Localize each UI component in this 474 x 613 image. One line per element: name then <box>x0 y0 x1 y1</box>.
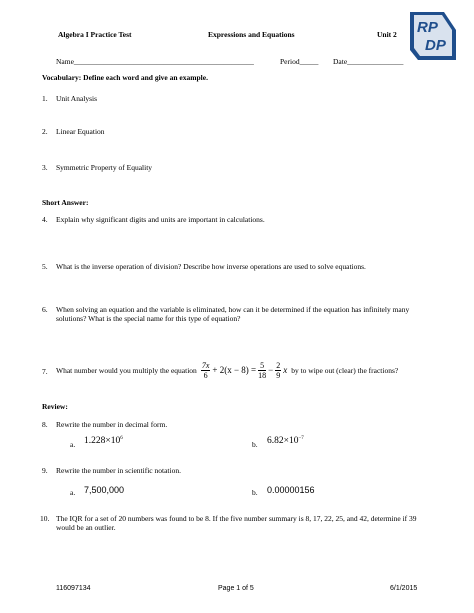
date-field[interactable]: Date_______________ <box>333 57 404 66</box>
fraction-numerator: 7x <box>201 360 210 370</box>
question-number: 7. <box>42 367 48 376</box>
scientific-base: 6.82×10 <box>267 436 299 446</box>
course-title: Algebra I Practice Test <box>58 30 132 39</box>
short-answer-heading: Short Answer: <box>42 198 89 207</box>
option-label: b. <box>252 440 258 449</box>
question-number: 4. <box>42 215 48 224</box>
answer-a-value <box>84 436 123 446</box>
topic-title: Expressions and Equations <box>208 30 295 39</box>
school-logo <box>404 10 460 62</box>
question-number: 2. <box>42 127 48 136</box>
scientific-base: 1.228×10 <box>84 436 121 446</box>
footer-page-number: Page 1 of 5 <box>218 585 254 592</box>
question-number: 3. <box>42 163 48 172</box>
vocab-item: Linear Equation <box>56 127 105 136</box>
question-number: 5. <box>42 262 48 271</box>
fraction <box>275 361 281 380</box>
answer-b-value: 0.00000156 <box>267 485 315 495</box>
question-number: 9. <box>42 466 48 475</box>
question-text: The IQR for a set of 20 numbers was found to be 8. If the five number summary is 8, 17, 22, 25, and 42, determine if 39 <box>56 514 417 523</box>
name-field[interactable]: Name________________________________________________ <box>56 57 254 66</box>
answer-b-value <box>267 436 304 446</box>
option-label: b. <box>252 488 258 497</box>
fraction-numerator: 2 <box>276 360 281 370</box>
answer-a-value: 7,500,000 <box>84 485 125 495</box>
minus-sign: − <box>268 365 274 375</box>
fraction-denominator: 9 <box>276 370 281 380</box>
question-text: What number would you multiply the equation <box>56 365 197 375</box>
question-number: 10. <box>40 514 50 523</box>
vocab-item: Symmetric Property of Equality <box>56 163 153 172</box>
fraction <box>201 361 211 380</box>
fraction <box>258 361 266 380</box>
question-text: Rewrite the number in scientific notation. <box>56 466 181 475</box>
question-text-continued: would be an outlier. <box>56 523 116 532</box>
scientific-exponent: 6 <box>120 435 123 441</box>
equation <box>201 361 287 380</box>
question-text-continued: solutions? What is the special name for this type of equation? <box>56 314 241 323</box>
fraction-denominator: 18 <box>258 370 267 380</box>
svg-text:RP: RP <box>417 19 438 36</box>
footer-document-id: 116097134 <box>56 585 91 592</box>
period-field[interactable]: Period_____ <box>280 57 319 66</box>
question-number: 8. <box>42 420 48 429</box>
review-heading: Review: <box>42 402 68 411</box>
fraction-denominator: 6 <box>203 370 208 380</box>
equation-middle: + 2(x − 8) = <box>212 365 257 375</box>
option-label: a. <box>70 440 76 449</box>
question-number: 6. <box>42 305 48 314</box>
svg-text:DP: DP <box>425 37 446 54</box>
vocab-item: Unit Analysis <box>56 94 98 103</box>
question-text: by to wipe out (clear) the fractions? <box>291 365 399 375</box>
option-label: a. <box>70 488 76 497</box>
question-number: 1. <box>42 94 48 103</box>
fraction-numerator: 5 <box>260 360 265 370</box>
question-text: When solving an equation and the variable is eliminated, how can it be determined if the equation has infinitely many <box>56 305 410 314</box>
question-text: What is the inverse operation of division? Describe how inverse operations are used to solve equations. <box>56 262 366 271</box>
scientific-exponent: −7 <box>298 435 304 441</box>
question-text: Rewrite the number in decimal form. <box>56 420 168 429</box>
variable-x: x <box>283 365 288 375</box>
question-7-line <box>56 358 398 382</box>
unit-label: Unit 2 <box>377 30 397 39</box>
vocab-heading: Vocabulary: Define each word and give an example. <box>42 73 208 82</box>
question-text: Explain why significant digits and units are important in calculations. <box>56 215 265 224</box>
footer-date: 6/1/2015 <box>390 585 418 592</box>
